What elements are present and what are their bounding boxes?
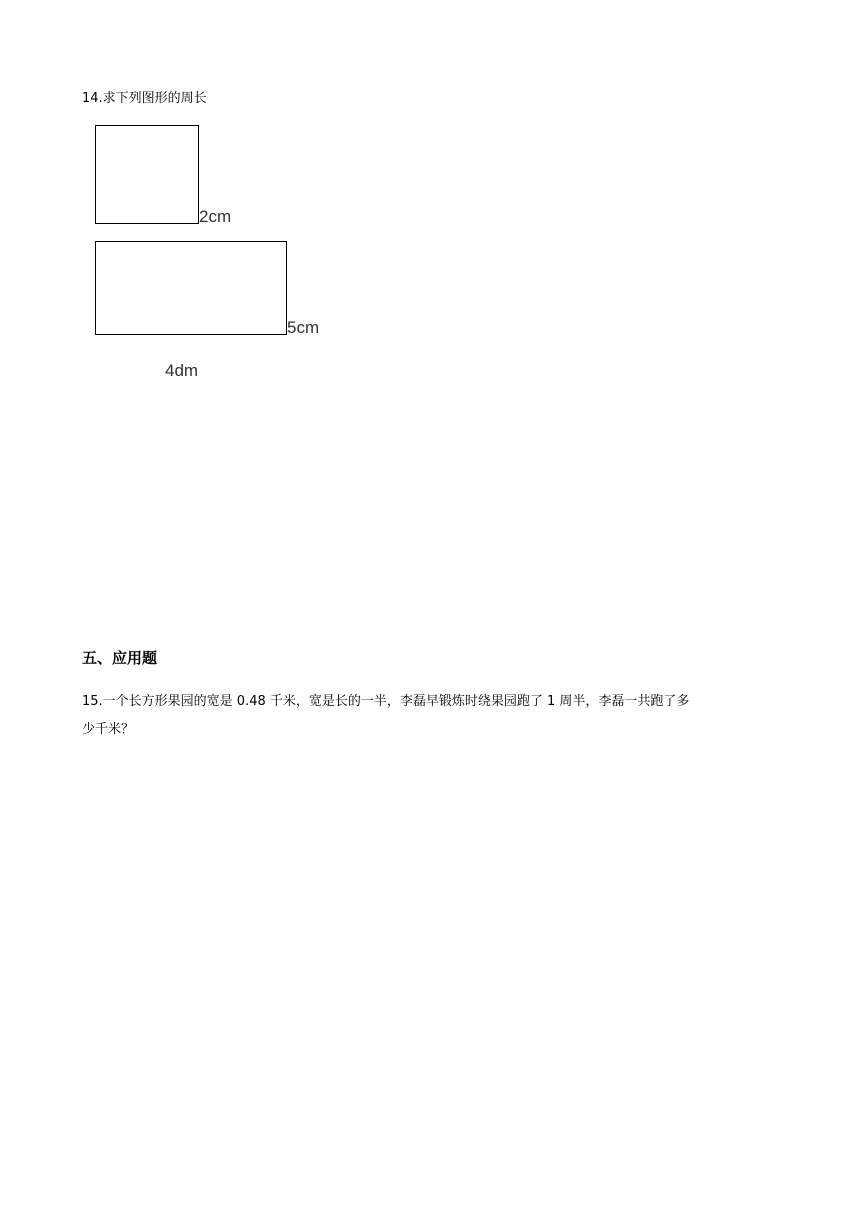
rectangle-length-label: 4dm [165,361,199,380]
square-side-label: 2cm [199,207,232,226]
question-14-text: 14.求下列图形的周长 [82,91,207,106]
question-15-text [82,688,782,744]
square-figure [95,125,199,224]
section-heading-application: 五、应用题 [82,649,158,667]
rectangle-figure [95,241,287,335]
question-15-line-2: 少千米？ [82,722,135,737]
question-15-line-1: 15.一个长方形果园的宽是 0.48 千米，宽是长的一半，李磊早锻炼时绕果园跑了 1 周半，李磊一共跑了多 [82,694,690,709]
rectangle-width-label: 5cm [287,318,320,337]
